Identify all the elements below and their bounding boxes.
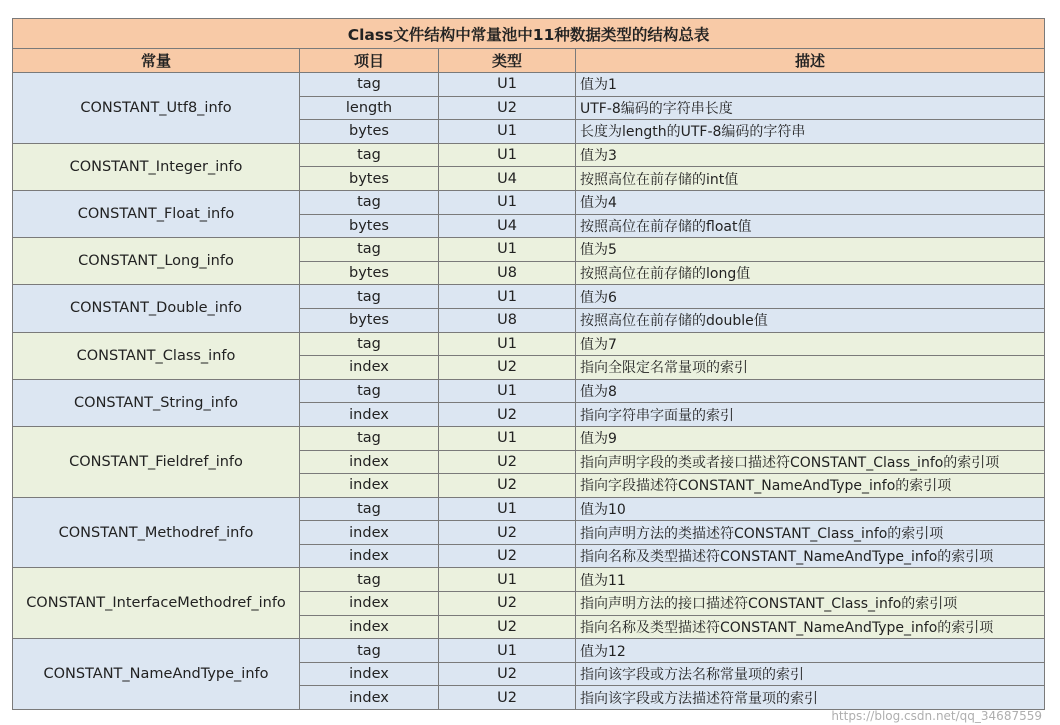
description-cell: 值为12 (576, 639, 1045, 663)
table-title: Class文件结构中常量池中11种数据类型的结构总表 (13, 19, 1045, 49)
type-cell: U1 (439, 497, 576, 521)
type-cell: U8 (439, 261, 576, 285)
table-row (13, 238, 1045, 262)
constant-name-cell: CONSTANT_Double_info (13, 285, 300, 332)
description-cell: 值为5 (576, 238, 1045, 262)
table-row (13, 497, 1045, 521)
description-cell: 指向声明字段的类或者接口描述符CONSTANT_Class_info的索引项 (576, 450, 1045, 474)
description-cell: 指向字符串字面量的索引 (576, 403, 1045, 427)
description-cell: 值为11 (576, 568, 1045, 592)
description-cell: 按照高位在前存储的long值 (576, 261, 1045, 285)
item-cell: bytes (300, 261, 439, 285)
type-cell: U1 (439, 120, 576, 144)
table-row (13, 285, 1045, 309)
watermark-url: https://blog.csdn.net/qq_34687559 (831, 709, 1042, 723)
item-cell: bytes (300, 167, 439, 191)
constant-name-cell: CONSTANT_String_info (13, 379, 300, 426)
item-cell: index (300, 544, 439, 568)
table-row (13, 143, 1045, 167)
type-cell: U1 (439, 73, 576, 97)
header-description: 描述 (576, 49, 1045, 73)
type-cell: U1 (439, 379, 576, 403)
type-cell: U2 (439, 592, 576, 616)
type-cell: U2 (439, 544, 576, 568)
table-row (13, 332, 1045, 356)
constant-name-cell: CONSTANT_Integer_info (13, 143, 300, 190)
item-cell: index (300, 686, 439, 710)
type-cell: U2 (439, 615, 576, 639)
constant-name-cell: CONSTANT_Fieldref_info (13, 426, 300, 497)
description-cell: 值为9 (576, 426, 1045, 450)
type-cell: U2 (439, 450, 576, 474)
item-cell: tag (300, 568, 439, 592)
constant-name-cell: CONSTANT_Float_info (13, 190, 300, 237)
item-cell: index (300, 403, 439, 427)
item-cell: index (300, 450, 439, 474)
type-cell: U2 (439, 686, 576, 710)
table-row (13, 568, 1045, 592)
item-cell: index (300, 592, 439, 616)
header-type: 类型 (439, 49, 576, 73)
description-cell: 值为7 (576, 332, 1045, 356)
description-cell: 值为1 (576, 73, 1045, 97)
item-cell: tag (300, 143, 439, 167)
description-cell: 指向声明方法的接口描述符CONSTANT_Class_info的索引项 (576, 592, 1045, 616)
description-cell: 按照高位在前存储的int值 (576, 167, 1045, 191)
type-cell: U2 (439, 356, 576, 380)
type-cell: U1 (439, 285, 576, 309)
type-cell: U2 (439, 474, 576, 498)
description-cell: 值为3 (576, 143, 1045, 167)
description-cell: 长度为length的UTF-8编码的字符串 (576, 120, 1045, 144)
table-row (13, 426, 1045, 450)
description-cell: 按照高位在前存储的double值 (576, 308, 1045, 332)
type-cell: U4 (439, 214, 576, 238)
description-cell: UTF-8编码的字符串长度 (576, 96, 1045, 120)
type-cell: U2 (439, 662, 576, 686)
description-cell: 指向字段描述符CONSTANT_NameAndType_info的索引项 (576, 474, 1045, 498)
type-cell: U1 (439, 639, 576, 663)
item-cell: bytes (300, 308, 439, 332)
constant-name-cell: CONSTANT_Utf8_info (13, 73, 300, 144)
item-cell: tag (300, 426, 439, 450)
item-cell: index (300, 615, 439, 639)
type-cell: U2 (439, 96, 576, 120)
item-cell: tag (300, 190, 439, 214)
item-cell: length (300, 96, 439, 120)
description-cell: 指向全限定名常量项的索引 (576, 356, 1045, 380)
header-item: 项目 (300, 49, 439, 73)
constant-name-cell: CONSTANT_InterfaceMethodref_info (13, 568, 300, 639)
item-cell: index (300, 474, 439, 498)
description-cell: 指向声明方法的类描述符CONSTANT_Class_info的索引项 (576, 521, 1045, 545)
header-constant: 常量 (13, 49, 300, 73)
type-cell: U2 (439, 403, 576, 427)
constant-pool-table (12, 18, 1045, 710)
type-cell: U1 (439, 568, 576, 592)
description-cell: 指向该字段或方法描述符常量项的索引 (576, 686, 1045, 710)
item-cell: index (300, 521, 439, 545)
item-cell: tag (300, 379, 439, 403)
description-cell: 按照高位在前存储的float值 (576, 214, 1045, 238)
table-row (13, 190, 1045, 214)
item-cell: bytes (300, 214, 439, 238)
item-cell: tag (300, 332, 439, 356)
constant-pool-table-container (12, 18, 1044, 710)
type-cell: U1 (439, 143, 576, 167)
table-row (13, 639, 1045, 663)
type-cell: U1 (439, 332, 576, 356)
type-cell: U1 (439, 190, 576, 214)
description-cell: 指向名称及类型描述符CONSTANT_NameAndType_info的索引项 (576, 615, 1045, 639)
description-cell: 指向该字段或方法名称常量项的索引 (576, 662, 1045, 686)
type-cell: U1 (439, 426, 576, 450)
table-body (13, 73, 1045, 710)
item-cell: tag (300, 73, 439, 97)
description-cell: 值为6 (576, 285, 1045, 309)
type-cell: U2 (439, 521, 576, 545)
type-cell: U4 (439, 167, 576, 191)
constant-name-cell: CONSTANT_Methodref_info (13, 497, 300, 568)
item-cell: bytes (300, 120, 439, 144)
type-cell: U1 (439, 238, 576, 262)
constant-name-cell: CONSTANT_NameAndType_info (13, 639, 300, 710)
description-cell: 指向名称及类型描述符CONSTANT_NameAndType_info的索引项 (576, 544, 1045, 568)
description-cell: 值为4 (576, 190, 1045, 214)
constant-name-cell: CONSTANT_Long_info (13, 238, 300, 285)
constant-name-cell: CONSTANT_Class_info (13, 332, 300, 379)
table-row (13, 73, 1045, 97)
type-cell: U8 (439, 308, 576, 332)
item-cell: tag (300, 639, 439, 663)
description-cell: 值为8 (576, 379, 1045, 403)
item-cell: index (300, 662, 439, 686)
description-cell: 值为10 (576, 497, 1045, 521)
item-cell: tag (300, 285, 439, 309)
table-row (13, 379, 1045, 403)
item-cell: tag (300, 238, 439, 262)
item-cell: index (300, 356, 439, 380)
item-cell: tag (300, 497, 439, 521)
